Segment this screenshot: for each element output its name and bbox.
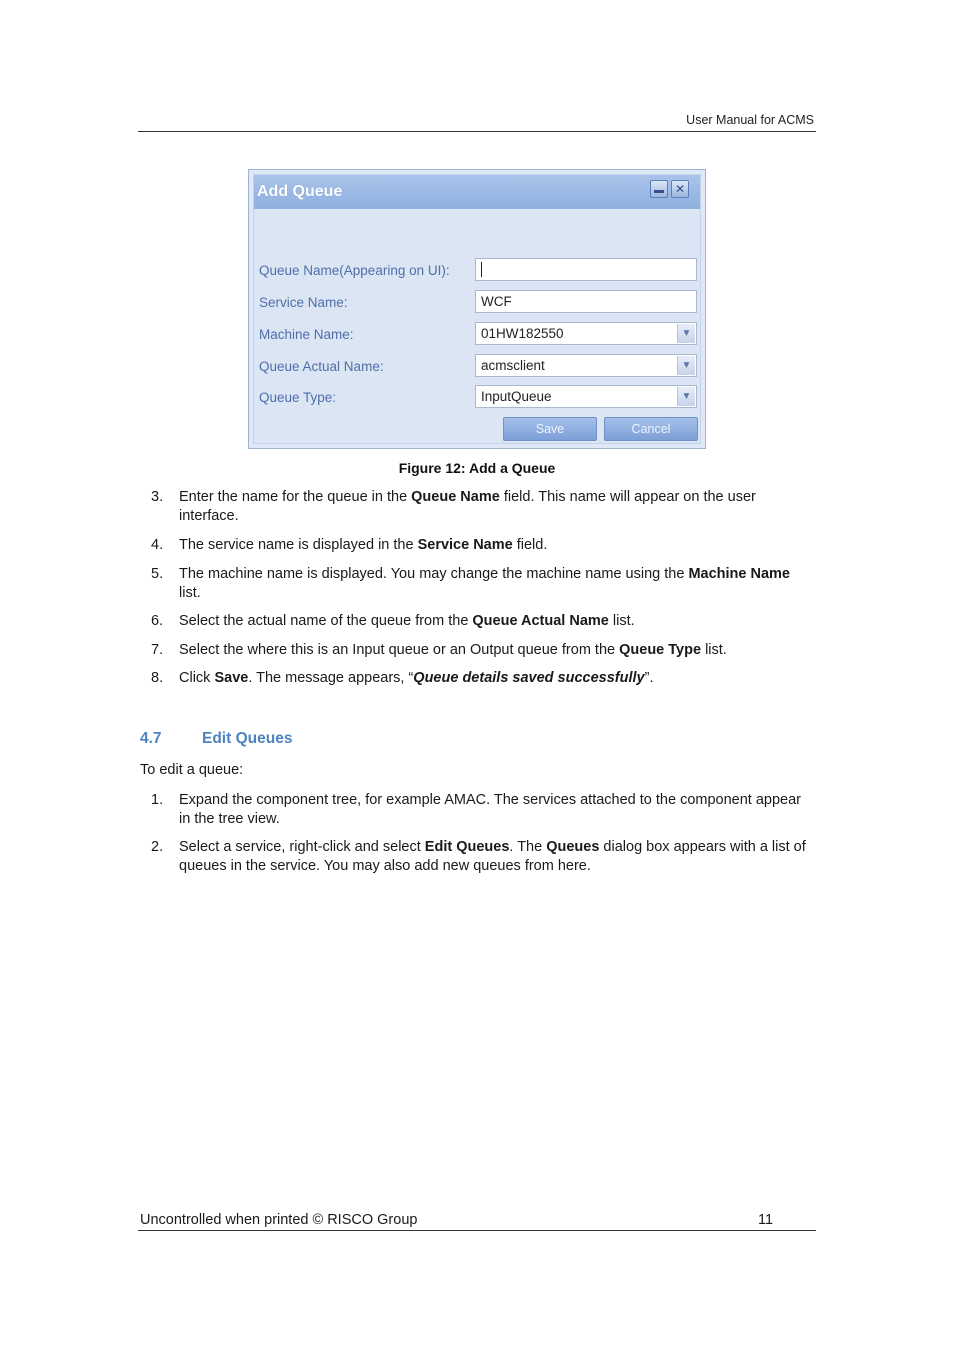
text-run: Select a service, right-click and select [179, 839, 425, 855]
figure-caption: Figure 12: Add a Queue [398, 460, 556, 476]
add-queue-dialog-figure [248, 169, 706, 449]
footer-text: Uncontrolled when printed © RISCO Group [140, 1212, 418, 1228]
dialog-title-bar [254, 175, 700, 209]
queue-actual-name-label: Queue Actual Name: [259, 359, 384, 374]
emphasized-text: Service Name [417, 537, 513, 553]
emphasized-text: Queue Actual Name [472, 613, 609, 629]
emphasized-text: Edit Queues [424, 839, 510, 855]
text-run: . The message appears, “ [248, 670, 414, 686]
running-header: User Manual for ACMS [686, 113, 814, 127]
dialog-body [253, 174, 701, 444]
step-text [179, 565, 811, 603]
footer-rule [138, 1230, 816, 1231]
step-number: 5. [151, 566, 164, 582]
step-text [179, 536, 811, 555]
queue-actual-name-value: acmsclient [481, 358, 545, 373]
text-run: field. This name will appear on the user interface. [179, 489, 756, 524]
service-name-value: WCF [481, 294, 512, 309]
step-text [179, 838, 811, 876]
queue-name-label: Queue Name(Appearing on UI): [259, 263, 450, 278]
text-run: list. [179, 585, 201, 601]
step-text [179, 612, 811, 631]
machine-name-label: Machine Name: [259, 327, 354, 342]
text-run: ”. [644, 670, 654, 686]
step-number: 2. [151, 839, 164, 855]
queue-name-input[interactable] [475, 258, 697, 281]
emphasized-text: Queue Name [411, 489, 500, 505]
text-run: Click [179, 670, 215, 686]
queue-type-select[interactable] [475, 385, 697, 408]
page-number: 11 [758, 1212, 774, 1228]
step-text [179, 791, 811, 829]
save-button[interactable]: Save [503, 417, 597, 441]
text-run: dialog box appears with a list of queues in the service. You may also add new queues from here. [179, 839, 806, 874]
text-run: list. [608, 613, 635, 629]
header-rule [138, 131, 816, 132]
queue-actual-name-select[interactable] [475, 354, 697, 377]
minimize-icon[interactable] [650, 180, 668, 198]
section-number: 4.7 [140, 730, 162, 747]
close-icon[interactable]: ✕ [671, 180, 689, 198]
text-run: Select the actual name of the queue from the [179, 613, 473, 629]
emphasized-text: Queues [546, 839, 600, 855]
step-number: 6. [151, 613, 164, 629]
step-number: 7. [151, 642, 164, 658]
cancel-button[interactable]: Cancel [604, 417, 698, 441]
section-title: Edit Queues [202, 730, 293, 747]
chevron-down-icon[interactable]: ▼ [677, 324, 695, 343]
text-run: Expand the component tree, for example AMAC. The services attached to the component appear in the tree view. [179, 792, 801, 827]
service-name-input[interactable] [475, 290, 697, 313]
emphasized-text: Machine Name [688, 566, 790, 582]
step-number: 4. [151, 537, 164, 553]
step-text [179, 488, 811, 526]
chevron-down-icon[interactable]: ▼ [677, 356, 695, 375]
section-intro: To edit a queue: [140, 762, 244, 778]
chevron-down-icon[interactable]: ▼ [677, 387, 695, 406]
step-number: 8. [151, 670, 164, 686]
dialog-title: Add Queue [257, 183, 343, 200]
step-text [179, 641, 811, 660]
machine-name-value: 01HW182550 [481, 326, 564, 341]
step-number: 1. [151, 792, 164, 808]
text-run: Select the where this is an Input queue or an Output queue from the [179, 642, 620, 658]
emphasized-text: Queue details saved successfully [413, 670, 645, 686]
emphasized-text: Save [214, 670, 249, 686]
emphasized-text: Queue Type [619, 642, 702, 658]
text-run: . The [509, 839, 547, 855]
service-name-label: Service Name: [259, 295, 348, 310]
queue-type-value: InputQueue [481, 389, 552, 404]
text-run: list. [701, 642, 727, 658]
queue-type-label: Queue Type: [259, 390, 337, 405]
text-run: The machine name is displayed. You may change the machine name using the [179, 566, 689, 582]
text-run: Enter the name for the queue in the [179, 489, 412, 505]
step-text [179, 669, 811, 688]
text-run: field. [512, 537, 548, 553]
machine-name-select[interactable] [475, 322, 697, 345]
text-run: The service name is displayed in the [179, 537, 418, 553]
step-number: 3. [151, 489, 164, 505]
